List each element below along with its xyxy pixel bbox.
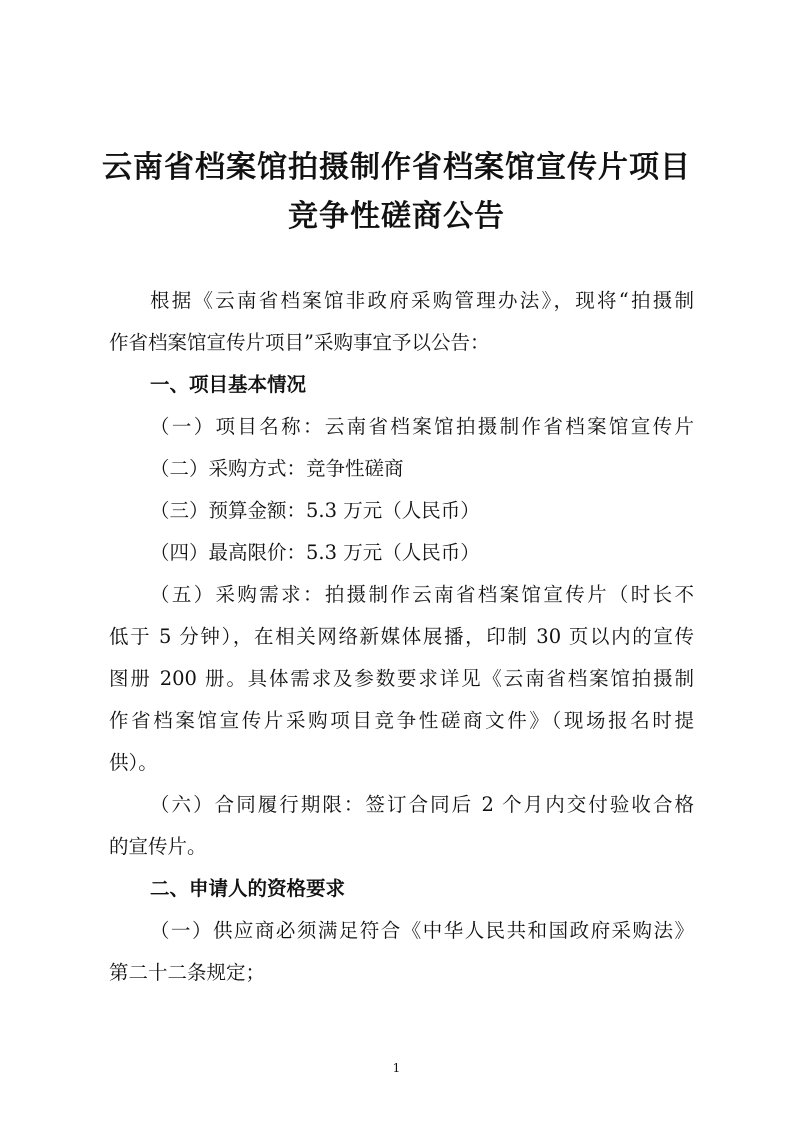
- item-budget-amount: （三）预算金额：5.3 万元（人民币）: [150, 499, 480, 522]
- intro-line-1: 根据《云南省档案馆非政府采购管理办法》，现将“拍摄制: [150, 289, 694, 312]
- item-requirements-line-1: （五）采购需求：拍摄制作云南省档案馆宣传片（时长不: [150, 583, 694, 606]
- item-requirements-line-5: 供）。: [109, 751, 158, 774]
- item-project-name: （一）项目名称：云南省档案馆拍摄制作省档案馆宣传片: [150, 415, 694, 438]
- item-requirements-line-3: 图册 200 册。具体需求及参数要求详见《云南省档案馆拍摄制: [109, 667, 694, 690]
- item-requirements-line-2: 低于 5 分钟），在相关网络新媒体展播，印制 30 页以内的宣传: [109, 625, 694, 648]
- document-title-line-1: 云南省档案馆拍摄制作省档案馆宣传片项目: [102, 150, 691, 185]
- qualification-item-1-line-1: （一）供应商必须满足符合《中华人民共和国政府采购法》: [150, 919, 694, 942]
- section-2-heading: 二、申请人的资格要求: [150, 877, 346, 900]
- qualification-item-1-line-2: 第二十二条规定；: [109, 961, 266, 984]
- item-contract-period-line-1: （六）合同履行期限：签订合同后 2 个月内交付验收合格: [150, 793, 694, 816]
- item-max-price: （四）最高限价：5.3 万元（人民币）: [150, 541, 480, 564]
- section-1-heading: 一、项目基本情况: [150, 373, 307, 396]
- intro-line-2: 作省档案馆宣传片项目”采购事宜予以公告：: [109, 331, 490, 354]
- item-requirements-line-4: 作省档案馆宣传片采购项目竞争性磋商文件》（现场报名时提: [109, 709, 694, 732]
- document-title-line-2: 竞争性磋商公告: [288, 199, 505, 234]
- item-procurement-method: （二）采购方式：竞争性磋商: [150, 457, 404, 480]
- item-contract-period-line-2: 的宣传片。: [109, 835, 207, 858]
- page-number: 1: [392, 1061, 401, 1075]
